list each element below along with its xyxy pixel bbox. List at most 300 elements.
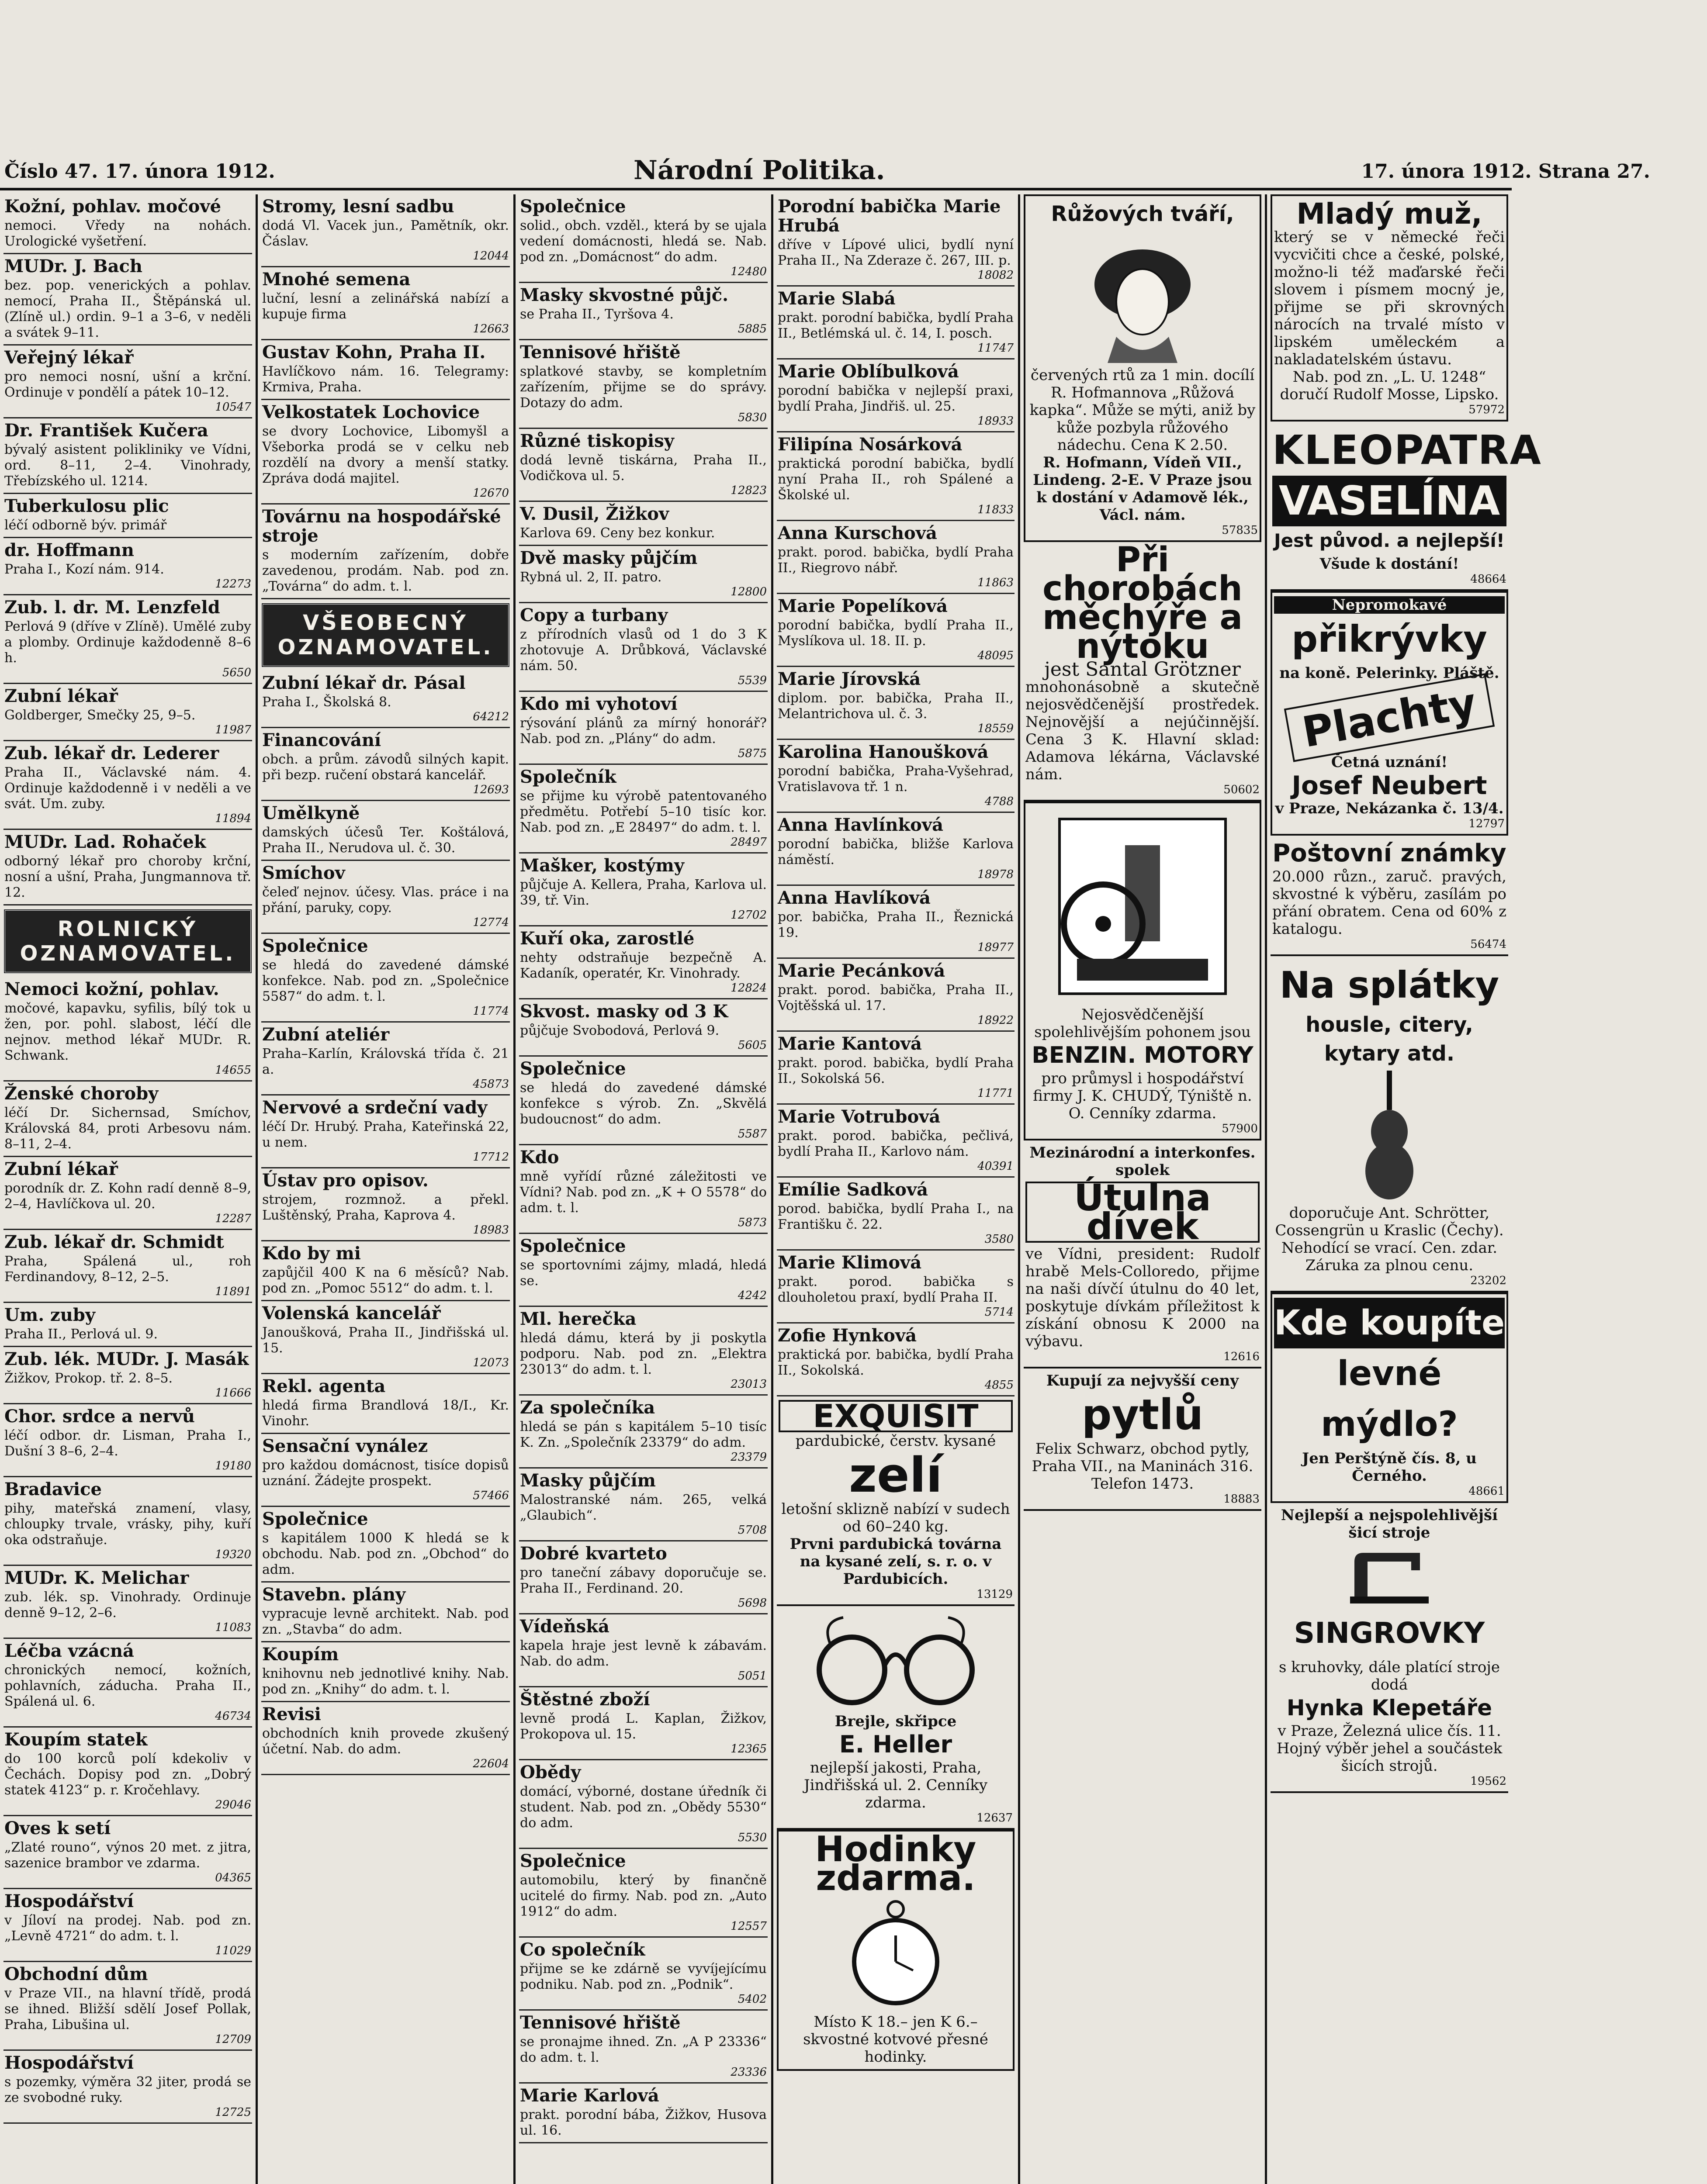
ad-sewing-text: s kruhovky, dále platící stroje dodá: [1279, 1659, 1500, 1693]
classified-ad: [3, 2051, 252, 2124]
classified-ad-text: obchodních knih provede zkušený účetní. Nab. do adm.: [262, 1726, 509, 1757]
classified-ad: [3, 194, 252, 254]
classified-ad-title: Co společník: [520, 1939, 645, 1960]
classified-ad-title: Nemoci kožní, pohlav.: [4, 979, 219, 999]
classified-ad-text: nehty odstraňuje bezpečně A. Kadaník, operatér, Kr. Vinohrady.: [520, 950, 767, 981]
classified-list: [3, 977, 252, 2124]
classified-ad: [777, 521, 1015, 594]
classified-ad-text: Praha I., Kozí nám. 914.: [4, 562, 164, 577]
classified-ad-code: 12725: [215, 2106, 251, 2119]
classified-ad-text: pihy, mateřská znamení, vlasy, chloupky trvale, vrásky, pihy, kuří oka odstraňuje.: [4, 1501, 251, 1548]
classified-ad: [519, 1614, 768, 1687]
classified-ad: [261, 194, 510, 267]
classified-ad-text: prakt. porodní bába, Žižkov, Husova ul. 16.: [520, 2107, 767, 2138]
ad-glasses-name: E. Heller: [839, 1731, 952, 1758]
classified-ad-code: 12557: [731, 1920, 767, 1933]
classified-list: [777, 194, 1015, 1396]
classified-ad: [261, 671, 510, 728]
classified-ad: [777, 959, 1015, 1032]
classified-ad: [3, 1157, 252, 1230]
classified-ad: [3, 1566, 252, 1639]
classified-ad-text: Havlíčkovo nám. 16. Telegramy: Krmiva, Praha.: [262, 364, 509, 395]
classified-ad-code: 23013: [731, 1378, 767, 1391]
classified-ad-text: zapůjčil 400 K na 6 měsíců? Nab. pod zn. „Pomoc 5512“ do adm. t. l.: [262, 1265, 509, 1296]
column-1: [0, 194, 258, 2184]
classified-ad-text: pro každou domácnost, tisíce dopisů uznání. Žádejte prospekt.: [262, 1458, 509, 1489]
classified-ad: [3, 1404, 252, 1477]
classified-ad-text: mně vyřídí různé záležitosti ve Vídni? Nab. pod zn. „K + O 5578“ do adm. t. l.: [520, 1169, 767, 1216]
classified-ad: [3, 595, 252, 684]
classified-ad: [519, 1687, 768, 1760]
classified-ad: [777, 359, 1015, 432]
ad-code: 57900: [1222, 1122, 1258, 1135]
classified-ad: [519, 1849, 768, 1938]
classified-ad-text: prakt. porod. babička, pečlivá, bydlí Praha II., Karlovo nám.: [778, 1128, 1014, 1159]
date-page: 17. února 1912. Strana 27.: [1361, 160, 1650, 183]
classified-ad-title: Sensační vynález: [262, 1436, 428, 1456]
classified-ad-title: Karolina Hanoušková: [778, 742, 989, 762]
classified-ad-title: Zubní lékař: [4, 1159, 118, 1179]
classified-ad-text: Rybná ul. 2, II. patro.: [520, 570, 662, 585]
ad-young-man-title: Mladý muž,: [1296, 197, 1482, 231]
classified-ad-title: Masky půjčím: [520, 1470, 656, 1491]
ad-sewing-title: Nejlepší a nejspolehlivější šicí stroje: [1281, 1507, 1498, 1541]
classified-ad: [519, 1760, 768, 1849]
classified-ad-code: 5875: [738, 747, 767, 760]
classified-ad-text: nemoci. Vředy na nohách. Urologické vyšetření.: [4, 218, 251, 249]
classified-ad-code: 5530: [738, 1831, 767, 1844]
classified-ad-code: 11666: [215, 1386, 251, 1400]
classified-ad-title: Marie Kantová: [778, 1033, 922, 1054]
ad-exquisit-big: zelí: [848, 1447, 943, 1503]
classified-ad-title: Umělkyně: [262, 803, 360, 823]
classified-ad-code: 5830: [738, 411, 767, 424]
classified-ad-text: automobilu, který by finančně ucitelé do firmy. Nab. pod zn. „Auto 1912“ do adm.: [520, 1873, 767, 1919]
eyeglasses-icon: [804, 1613, 987, 1709]
classified-ad-code: 11083: [215, 1621, 251, 1634]
ad-rosy-cheeks: [1024, 194, 1261, 542]
classified-ad-code: 18978: [977, 868, 1014, 881]
classified-ad-title: Oves k setí: [4, 1818, 111, 1838]
classified-ad-code: 18933: [977, 415, 1014, 428]
classified-ad: [519, 1307, 768, 1396]
classified-ad-text: dodá Vl. Vacek jun., Pamětník, okr. Čáslav.: [262, 218, 509, 249]
violin-icon: [1363, 1071, 1416, 1202]
section-banner-rolnicky: ROLNICKÝ OZNAMOVATEL.: [3, 909, 252, 974]
classified-ad-text: půjčuje A. Kellera, Praha, Karlova ul. 39, tř. Vin.: [520, 877, 767, 908]
classified-ad-text: luční, lesní a zelinářská nabízí a kupuje firma: [262, 291, 509, 322]
classified-ad-title: Zubní ateliér: [262, 1024, 390, 1045]
classified-ad-code: 40391: [977, 1160, 1014, 1173]
section-banner-vseobecny: VŠEOBECNÝ OZNAMOVATEL.: [261, 603, 510, 667]
classified-ad: [519, 765, 768, 854]
classified-ad-text: léčí Dr. Sichernsad, Smíchov, Královská 84, proti Arbesovu nám. 8–11, 2–4.: [4, 1105, 251, 1152]
classified-ad-code: 11029: [215, 1944, 251, 1957]
classified-ad-code: 17712: [473, 1151, 509, 1164]
classified-ad: [261, 1434, 510, 1507]
classified-ad-text: Janoušková, Praha II., Jindřišská ul. 15.: [262, 1325, 509, 1356]
classified-ad-title: Hospodářství: [4, 1891, 134, 1911]
classified-ad-text: prakt. porod. babička s dlouholetou praxí, bydlí Praha II.: [778, 1274, 1014, 1305]
classified-ad-text: „Zlaté rouno“, výnos 20 met. z jitra, sazenice brambor ve zdarma.: [4, 1840, 251, 1871]
classified-ad-title: Stavebn. plány: [262, 1584, 406, 1605]
classified-ad-text: léčí odborně býv. primář: [4, 518, 167, 533]
classified-ad-title: Financování: [262, 730, 381, 750]
classified-ad: [3, 1082, 252, 1157]
ad-young-man-extra: Nab. pod zn. „L. U. 1248“ doručí Rudolf Mosse, Lipsko.: [1280, 368, 1499, 403]
classified-ad-title: Zub. lék. MUDr. J. Masák: [4, 1349, 249, 1369]
ad-exquisit-extra: Prvni pardubická továrna na kysané zelí, s. r. o. v Pardubicích.: [789, 1535, 1002, 1588]
classified-ad: [261, 801, 510, 861]
classified-ad: [777, 1032, 1015, 1105]
classified-ad-title: Kuří oka, zarostlé: [520, 928, 695, 949]
classified-ad-title: Emílie Sadková: [778, 1179, 928, 1200]
classified-ad-code: 04365: [215, 1871, 251, 1884]
classified-ad-code: 4855: [984, 1379, 1014, 1392]
ad-neubert-big: přikrývky: [1292, 618, 1487, 660]
ad-santal-extra: mnohonásobně a skutečně nejosvědčenější prostředek. Nejnovější a nejúčinnější. Cena 3 K. Hlavní sklad: Adamova lékárna, Václavské nám.: [1025, 678, 1260, 783]
classified-ad-title: Společník: [520, 767, 616, 787]
classified-ad-code: 11863: [977, 576, 1014, 589]
classified-ad-text: hledá firma Brandlová 18/I., Kr. Vinohr.: [262, 1398, 509, 1429]
classified-list: [261, 194, 510, 599]
classified-ad-title: V. Dusil, Žižkov: [520, 504, 669, 524]
classified-ad: [777, 740, 1015, 813]
classified-ad-code: 12774: [473, 916, 509, 929]
ad-sacks: [1024, 1368, 1261, 1511]
classified-ad-title: Copy a turbany: [520, 605, 668, 625]
ad-instalments: [1271, 956, 1508, 1292]
ad-motors-big: BENZIN. MOTORY: [1032, 1042, 1253, 1068]
ad-sewing-name: Hynka Klepetáře: [1286, 1695, 1492, 1721]
classified-ad-code: 5587: [738, 1127, 767, 1140]
ad-instalments-title: Na splátky: [1279, 964, 1499, 1006]
classified-ad-title: Stromy, lesní sadbu: [262, 196, 454, 217]
classified-ad: [519, 1469, 768, 1541]
classified-ad: [261, 861, 510, 934]
classified-ad: [3, 1347, 252, 1404]
classified-ad-code: 5402: [738, 1993, 767, 2006]
ad-code: 18883: [1223, 1493, 1260, 1506]
classified-ad-code: 12670: [473, 487, 509, 500]
classified-ad-title: Volenská kancelář: [262, 1303, 441, 1324]
classified-ad-title: Za společníka: [520, 1397, 655, 1418]
classified-ad-code: 5708: [738, 1524, 767, 1537]
ad-soap-title: Kde koupíte: [1274, 1298, 1505, 1348]
classified-ad-code: 22604: [473, 1757, 509, 1770]
classified-ad: [3, 977, 252, 1082]
ad-glasses: [777, 1606, 1015, 1830]
ad-motors: [1024, 802, 1261, 1140]
classified-ad-text: Goldberger, Smečky 25, 9–5.: [4, 708, 196, 723]
benzine-motor-icon: [1051, 810, 1234, 1002]
classified-ad-title: Koupím: [262, 1644, 339, 1665]
ad-kleopatra-extra: Všude k dostání!: [1319, 555, 1459, 573]
classified-ad: [261, 267, 510, 340]
classified-ad-code: 3580: [984, 1233, 1014, 1246]
classified-ad: [777, 1251, 1015, 1324]
ad-code: 12616: [1223, 1350, 1260, 1363]
classified-ad-code: 4242: [738, 1289, 767, 1302]
classified-ad-code: 11891: [215, 1285, 251, 1298]
classified-ad-title: Štěstné zboží: [520, 1689, 650, 1710]
classified-ad-code: 11747: [977, 342, 1014, 355]
classified-ad: [261, 1642, 510, 1702]
classified-ad: [519, 2011, 768, 2084]
ad-watches-text: Místo K 18.– jen K 6.– skvostné kotvové přesné hodinky.: [803, 2013, 988, 2066]
classified-ad-text: se sportovními zájmy, mladá, hledá se.: [520, 1258, 767, 1289]
classified-ad-title: MUDr. K. Melichar: [4, 1568, 189, 1588]
classified-ad: [261, 728, 510, 801]
classified-ad-text: hledá dámu, která by ji poskytla podporu. Nab. pod zn. „Elektra 23013“ do adm. t. l.: [520, 1330, 767, 1377]
ad-code: 57972: [1468, 403, 1505, 416]
classified-ad-code: 5650: [222, 666, 251, 679]
ad-santal: [1024, 542, 1261, 802]
classified-ad-title: Zub. lékař dr. Lederer: [4, 743, 219, 764]
classified-ad: [519, 999, 768, 1057]
classified-ad-text: porodní babička v nejlepší praxi, bydlí Praha, Jindřiš. ul. 25.: [778, 383, 1014, 414]
classified-ad: [519, 926, 768, 999]
classified-ad-title: Ženské choroby: [4, 1083, 159, 1104]
classified-ad: [3, 1962, 252, 2051]
classified-ad-code: 11833: [977, 503, 1014, 516]
classified-ad-title: Marie Pecánková: [778, 961, 945, 981]
classified-ad: [261, 1095, 510, 1168]
classified-ad-text: v Praze VII., na hlavní třídě, prodá se ihned. Bližší sdělí Josef Pollak, Praha, Libušina ul.: [4, 1986, 251, 2032]
classified-ad-text: Praha, Spálená ul., roh Ferdinandovy, 8–12, 2–5.: [4, 1254, 251, 1285]
classified-ad: [261, 400, 510, 505]
classified-ad-text: porodní babička, bydlí Praha II., Myslíkova ul. 18. II. p.: [778, 618, 1014, 649]
ad-code: 48661: [1468, 1485, 1505, 1498]
ad-motors-title: Nejosvědčenější: [1081, 1006, 1204, 1023]
classified-ad: [519, 502, 768, 546]
ad-young-man: [1271, 194, 1508, 422]
classified-ad-code: 18082: [977, 269, 1014, 282]
classified-ad: [261, 1023, 510, 1095]
ad-sacks-text: Felix Schwarz, obchod pytly, Praha VII., na Maninách 316. Telefon 1473.: [1032, 1440, 1253, 1493]
classified-ad: [3, 1889, 252, 1962]
classified-ad: [261, 1702, 510, 1775]
classified-ad: [777, 594, 1015, 667]
classified-ad-title: Obědy: [520, 1762, 581, 1783]
classified-ad-code: 14655: [215, 1064, 251, 1077]
classified-ad-code: 11774: [473, 1005, 509, 1018]
ad-young-man-text: který se v německé řeči vycvičiti chce a české, polské, možno-li též maďarské řeči slovem i písmem mocný je, přijme se při skrovných nárocích na trvalé místo v lipském uměleckém a nakladatelském ústavu.: [1274, 228, 1505, 368]
classified-ad-title: Nervové a srdeční vady: [262, 1097, 488, 1118]
classified-ad-title: Ml. herečka: [520, 1309, 637, 1329]
classified-ad-text: z přírodních vlasů od 1 do 3 K zhotovuje A. Drůbková, Václavské nám. 50.: [520, 627, 767, 674]
ad-exquisit-text: letošní sklizně nabízí v sudech od 60–240 kg.: [781, 1500, 1010, 1535]
classified-ad-title: Marie Popelíková: [778, 596, 948, 616]
ad-rosy-extra: R. Hofmann, Vídeň VII., Lindeng. 2-E. V Praze jsou k dostání v Adamově lék., Václ. nám.: [1033, 454, 1252, 524]
ad-santal-text: jest Santal Grötzner: [1044, 658, 1241, 681]
classified-ad-code: 5539: [738, 674, 767, 687]
classified-ad-text: se Praha II., Tyršova 4.: [520, 307, 674, 322]
classified-ad-code: 11771: [977, 1087, 1014, 1100]
classified-ad-code: 5873: [738, 1216, 767, 1229]
classified-ad: [3, 346, 252, 418]
classified-ad-text: obch. a prům. závodů silných kapit. při bezp. ručení obstará kancelář.: [262, 752, 509, 783]
classified-ad-text: s kapitálem 1000 K hledá se k obchodu. Nab. pod zn. „Obchod“ do adm.: [262, 1531, 509, 1577]
classified-ad-code: 28497: [731, 836, 767, 849]
classified-ad-title: Vídeňská: [520, 1616, 609, 1637]
classified-ad-code: 5885: [738, 322, 767, 335]
header-rule: [0, 188, 1512, 190]
classified-ad-text: splatkové stavby, se kompletním zařízením, přijme se do správy. Dotazy do adm.: [520, 364, 767, 411]
classified-ad-code: 12073: [473, 1356, 509, 1369]
classified-ad-title: Zub. l. dr. M. Lenzfeld: [4, 597, 220, 618]
classified-ad-text: s moderním zařízením, dobře zavedenou, prodám. Nab. pod zn. „Továrna“ do adm. t. l.: [262, 547, 509, 594]
classified-ad-title: Různé tiskopisy: [520, 431, 675, 451]
classified-ad: [519, 1234, 768, 1307]
classified-ad: [3, 684, 252, 741]
ad-glasses-text: nejlepší jakosti, Praha, Jindřišská ul. 2. Cenníky zdarma.: [803, 1759, 988, 1811]
classified-ad-code: 12480: [731, 265, 767, 278]
classified-ad-title: Anna Havlínková: [778, 815, 944, 835]
classified-ad: [519, 854, 768, 926]
classified-ad-text: přijme se ke zdárně se vyvíjejícímu podniku. Nab. pod zn. „Podnik“.: [520, 1961, 767, 1992]
classified-ad: [261, 1301, 510, 1374]
classified-ad: [777, 287, 1015, 359]
classified-ad: [519, 2084, 768, 2143]
ad-instalments-text: doporučuje Ant. Schrötter, Cossengrün u Kraslic (Čechy).: [1275, 1204, 1504, 1239]
classified-ad-text: prakt. porodní babička, bydlí Praha II., Betlémská ul. č. 14, I. posch.: [778, 310, 1014, 341]
classified-ad-code: 18922: [977, 1014, 1014, 1027]
classified-ad-text: vypracuje levně architekt. Nab. pod zn. „Stavba“ do adm.: [262, 1606, 509, 1637]
column-6: [1267, 194, 1542, 2184]
classified-ad: [519, 546, 768, 603]
classified-ad-code: 64212: [473, 710, 509, 723]
classified-ad-title: Masky skvostné půjč.: [520, 285, 729, 305]
classified-ad-title: Společnice: [520, 1851, 626, 1871]
classified-ad-text: praktická porodní babička, bydlí nyní Praha II., roh Spálené a Školské ul.: [778, 456, 1014, 503]
classified-ad-text: por. babička, Praha II., Řeznická 19.: [778, 909, 1014, 940]
classified-ad-text: kapela hraje jest levně k zábavám. Nab. do adm.: [520, 1638, 767, 1669]
classified-ad-code: 46734: [215, 1710, 251, 1723]
classified-ad-title: Porodní babička Marie Hrubá: [778, 196, 1001, 236]
classified-ad: [519, 1938, 768, 2011]
classified-ad-text: porodník dr. Z. Kohn radí denně 8–9, 2–4, Havlíčkova ul. 20.: [4, 1181, 251, 1212]
ad-sewing-extra: v Praze, Železná ulice čís. 11. Hojný výběr jehel a součástek šicích strojů.: [1276, 1722, 1503, 1775]
ad-neubert-title: Nepromokavé: [1274, 596, 1505, 614]
classified-ad-title: Zub. lékař dr. Schmidt: [4, 1232, 224, 1252]
classified-ad-code: 18983: [473, 1223, 509, 1237]
classified-ad-text: chronických nemocí, kožních, pohlavních, záducha. Praha II., Spálená ul. 6.: [4, 1662, 251, 1709]
classified-ad-text: prakt. porod. babička, bydlí Praha II., Sokolská 56.: [778, 1055, 1014, 1086]
classified-ad-text: diplom. por. babička, Praha II., Melantrichova ul. č. 3.: [778, 691, 1014, 722]
classified-ad-text: praktická por. babička, bydlí Praha II., Sokolská.: [778, 1347, 1014, 1378]
classified-ad-text: v Jíloví na prodej. Nab. pod zn. „Levně 4721“ do adm. t. l.: [4, 1913, 251, 1944]
woman-portrait-icon: [1077, 232, 1208, 363]
ad-code: 48664: [1470, 573, 1506, 586]
classified-ad-title: Společnice: [520, 1058, 626, 1079]
classified-ad-text: se dvory Lochovice, Libomyšl a Všeborka prodá se v celku neb rozdělí na dvory a menší statky. Zpráva dodá majitel.: [262, 424, 509, 486]
classified-ad-code: 12365: [731, 1742, 767, 1755]
issue-number: Číslo 47. 17. února 1912.: [4, 160, 275, 183]
classified-ad-text: Malostranské nám. 265, velká „Glaubich“.: [520, 1492, 767, 1523]
classified-ad: [261, 1168, 510, 1241]
ad-glasses-title: Brejle, skřipce: [834, 1713, 957, 1730]
classified-ad: [3, 1303, 252, 1347]
classified-ad-title: Zofie Hynková: [778, 1325, 917, 1346]
ad-neubert-big2: Plachty: [1284, 673, 1495, 762]
masthead: [0, 155, 1707, 186]
classified-ad-title: Marie Karlová: [520, 2085, 659, 2106]
classified-ad: [261, 1583, 510, 1642]
classified-ad: [519, 340, 768, 429]
classified-ad-text: knihovnu neb jednotlivé knihy. Nab. pod zn. „Knihy“ do adm. t. l.: [262, 1666, 509, 1697]
classified-ad-text: bez. pop. venerických a pohlav. nemocí, Praha II., Štěpánská ul. (Zlíně ul.) ordin. 9–1 a 3–6, v neděli a svátek 9–11.: [4, 278, 251, 340]
column-2: [258, 194, 516, 2184]
classified-ad-text: zub. lék. sp. Vinohrady. Ordinuje denně 9–12, 2–6.: [4, 1590, 251, 1621]
column-4: [773, 194, 1020, 2184]
classified-ad-title: Velkostatek Lochovice: [262, 402, 480, 422]
classified-ad-title: Společnice: [520, 196, 626, 217]
classified-ad: [3, 741, 252, 830]
classified-ad-code: 12693: [473, 783, 509, 796]
classified-ad-text: hledá se pán s kapitálem 5–10 tisíc K. Zn. „Společník 23379“ do adm.: [520, 1419, 767, 1450]
classified-ad: [3, 1639, 252, 1728]
classified-ad: [519, 429, 768, 502]
classified-ad: [519, 603, 768, 692]
classified-ad: [3, 254, 252, 346]
classified-ad-code: 12702: [731, 909, 767, 922]
classified-ad-title: Bradavice: [4, 1479, 102, 1500]
classified-ad-code: 45873: [473, 1078, 509, 1091]
classified-ad-code: 5698: [738, 1597, 767, 1610]
ad-code: 50602: [1223, 783, 1260, 796]
classified-ad: [519, 283, 768, 340]
classified-ad-code: 5714: [984, 1306, 1014, 1319]
classified-ad-title: Továrnu na hospodářské stroje: [262, 506, 501, 546]
classified-ad-text: Praha II., Perlová ul. 9.: [4, 1327, 158, 1342]
classified-ad-title: Ústav pro opisov.: [262, 1170, 429, 1191]
classified-ad: [3, 494, 252, 538]
classified-ad-text: prakt. porod. babička, bydlí Praha II., Riegrovo nábř.: [778, 545, 1014, 576]
classified-ad-title: Filipína Nosárková: [778, 434, 963, 455]
classified-ad: [777, 813, 1015, 886]
classified-ad-title: Revisi: [262, 1704, 321, 1724]
classified-ad-text: pro taneční zábavy doporučuje se. Praha II., Ferdinand. 20.: [520, 1565, 767, 1596]
classified-ad-title: Zubní lékař: [4, 686, 118, 706]
classified-ad: [777, 667, 1015, 740]
classified-ad-title: Marie Slabá: [778, 288, 896, 309]
classified-ad: [3, 1728, 252, 1816]
ad-motors-text: spolehlivějším pohonem jsou: [1034, 1023, 1251, 1041]
classified-ad-title: Marie Jírovská: [778, 669, 921, 689]
classified-ad-text: do 100 korců polí kdekoliv v Čechách. Dopisy pod zn. „Dobrý statek 4123“ p. r. Kročehlavy.: [4, 1751, 251, 1798]
classified-ad-title: MUDr. J. Bach: [4, 256, 142, 276]
classified-ad: [261, 1241, 510, 1301]
classified-ad-title: Dobré kvarteto: [520, 1543, 667, 1564]
ad-code: 12797: [1468, 817, 1505, 830]
classified-ad: [777, 1105, 1015, 1178]
ad-soap-big: levné mýdlo?: [1321, 1354, 1458, 1444]
classified-ad-code: 19320: [215, 1548, 251, 1561]
classified-ad-title: Kožní, pohlav. močové: [4, 196, 222, 217]
classified-ad-text: rýsování plánů za mírný honorář? Nab. pod zn. „Plány“ do adm.: [520, 715, 767, 746]
ad-code: 12637: [976, 1811, 1013, 1825]
classified-ad-code: 23379: [731, 1451, 767, 1464]
classified-ad-code: 57466: [473, 1489, 509, 1502]
classified-ad-text: strojem, rozmnož. a překl. Luštěnský, Praha, Kaprova 4.: [262, 1192, 509, 1223]
classified-ad: [3, 1816, 252, 1889]
ad-motors-extra: pro průmysl i hospodářství firmy J. K. CHUDÝ, Týniště n. O. Cenníky zdarma.: [1033, 1070, 1252, 1122]
classified-ad-title: Rekl. agenta: [262, 1376, 386, 1396]
classified-ad: [3, 418, 252, 494]
ad-sewing: [1271, 1503, 1508, 1793]
classified-ad-code: 12709: [215, 2033, 251, 2046]
